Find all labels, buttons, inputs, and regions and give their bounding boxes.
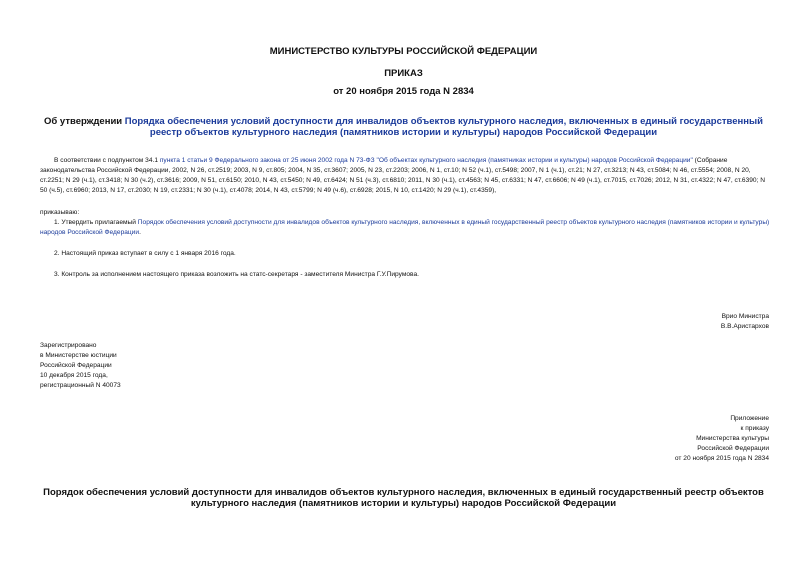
procedure-link[interactable]: Порядок обеспечения условий доступности для инвалидов объектов культурного наследия, включенных в единый государственный реестр объектов культурного наследия (памятников истории и культуры) народов Российской Федерации bbox=[40, 219, 770, 236]
basis-paragraph bbox=[40, 156, 770, 196]
approval-link[interactable]: Порядка обеспечения условий доступности для инвалидов объектов культурного наследия, включенных в единый государственный реестр объектов культурного наследия (памятников истории и культуры) народов Российской Федерации bbox=[124, 116, 763, 138]
item-1-suffix: . bbox=[139, 229, 141, 236]
orders-label: приказываю: bbox=[40, 209, 80, 216]
appendix-line: Министерства культуры bbox=[696, 435, 769, 442]
signature-position: Врио Министра bbox=[721, 313, 769, 320]
basis-prefix: В соответствии с подпунктом 34.1 bbox=[54, 157, 160, 164]
registration-line: Зарегистрировано bbox=[40, 342, 97, 349]
item-1 bbox=[40, 218, 770, 238]
federal-law-link[interactable]: пункта 1 статьи 9 Федерального закона от 25 июня 2002 года N 73-ФЗ "Об объектах культурного наследия (памятниках истории и культуры) народов Российской Федерации" bbox=[159, 157, 693, 164]
item-2: 2. Настоящий приказ вступает в силу с 1 января 2016 года. bbox=[54, 250, 236, 257]
order-date-number: от 20 ноября 2015 года N 2834 bbox=[333, 86, 474, 97]
signature-name: В.В.Аристархов bbox=[720, 323, 769, 330]
registration-line: Российской Федерации bbox=[40, 362, 112, 369]
registration-line: 10 декабря 2015 года, bbox=[40, 372, 108, 379]
appendix-block bbox=[675, 414, 769, 464]
ministry-heading: МИНИСТЕРСТВО КУЛЬТУРЫ РОССИЙСКОЙ ФЕДЕРАЦИИ bbox=[269, 46, 538, 57]
registration-line: в Министерстве юстиции bbox=[40, 352, 117, 359]
appendix-line: Приложение bbox=[730, 415, 769, 422]
approval-title bbox=[40, 116, 767, 138]
basis-suffix: (Собрание законодательства Российской Федерации, 2002, N 26, ст.2519; 2003, N 9, ст.805; 2004, N 35, ст.3607; 2005, N 23, ст.2203; 2006, N 1, ст.10; N 52 (ч.1), ст.5498; 2007, N 1 (ч.1), ст.21; N 27, ст.3213; N 43, ст.5084; N 46, ст.5554; 2008, N 20, ст.2251; N 29 (ч.1), ст.3418; N 30 (ч.2), ст.3616; 2009, N 51, ст.6150; 2010, N 43, ст.5450; N 49, ст.6424; N 51 (ч.3), ст.6810; 2011, N 30 (ч.1), ст.4563; N 45, ст.6331; N 47, ст.6606; N 49 (ч.1), ст.7015, ст.7026; 2012, N 31, ст.4322; N 47, ст.6390; N 50 (ч.5), ст.6960; 2013, N 17, ст.2030; N 19, ст.2331; N 30 (ч.1), ст.4078; 2014, N 43, ст.5799; N 49 (ч.6), ст.6928; 2015, N 10, ст.1420; N 29 (ч.1), ст.4359), bbox=[40, 157, 765, 194]
order-heading: ПРИКАЗ bbox=[384, 68, 423, 79]
signature-block bbox=[721, 312, 769, 332]
appendix-line: к приказу bbox=[740, 425, 769, 432]
registration-line: регистрационный N 40073 bbox=[40, 382, 121, 389]
appendix-line: Российской Федерации bbox=[697, 445, 769, 452]
registration-block bbox=[40, 341, 121, 391]
item-1-prefix: 1. Утвердить прилагаемый bbox=[54, 219, 138, 226]
item-3: 3. Контроль за исполнением настоящего приказа возложить на статс-секретаря - заместителя Министра Г.У.Пирумова. bbox=[54, 271, 419, 278]
procedure-title: Порядок обеспечения условий доступности для инвалидов объектов культурного наследия, включенных в единый государственный реестр объектов культурного наследия (памятников истории и культуры) народов Российской Федерации bbox=[43, 487, 764, 509]
approval-prefix: Об утверждении bbox=[44, 116, 125, 127]
appendix-line: от 20 ноября 2015 года N 2834 bbox=[674, 455, 769, 462]
